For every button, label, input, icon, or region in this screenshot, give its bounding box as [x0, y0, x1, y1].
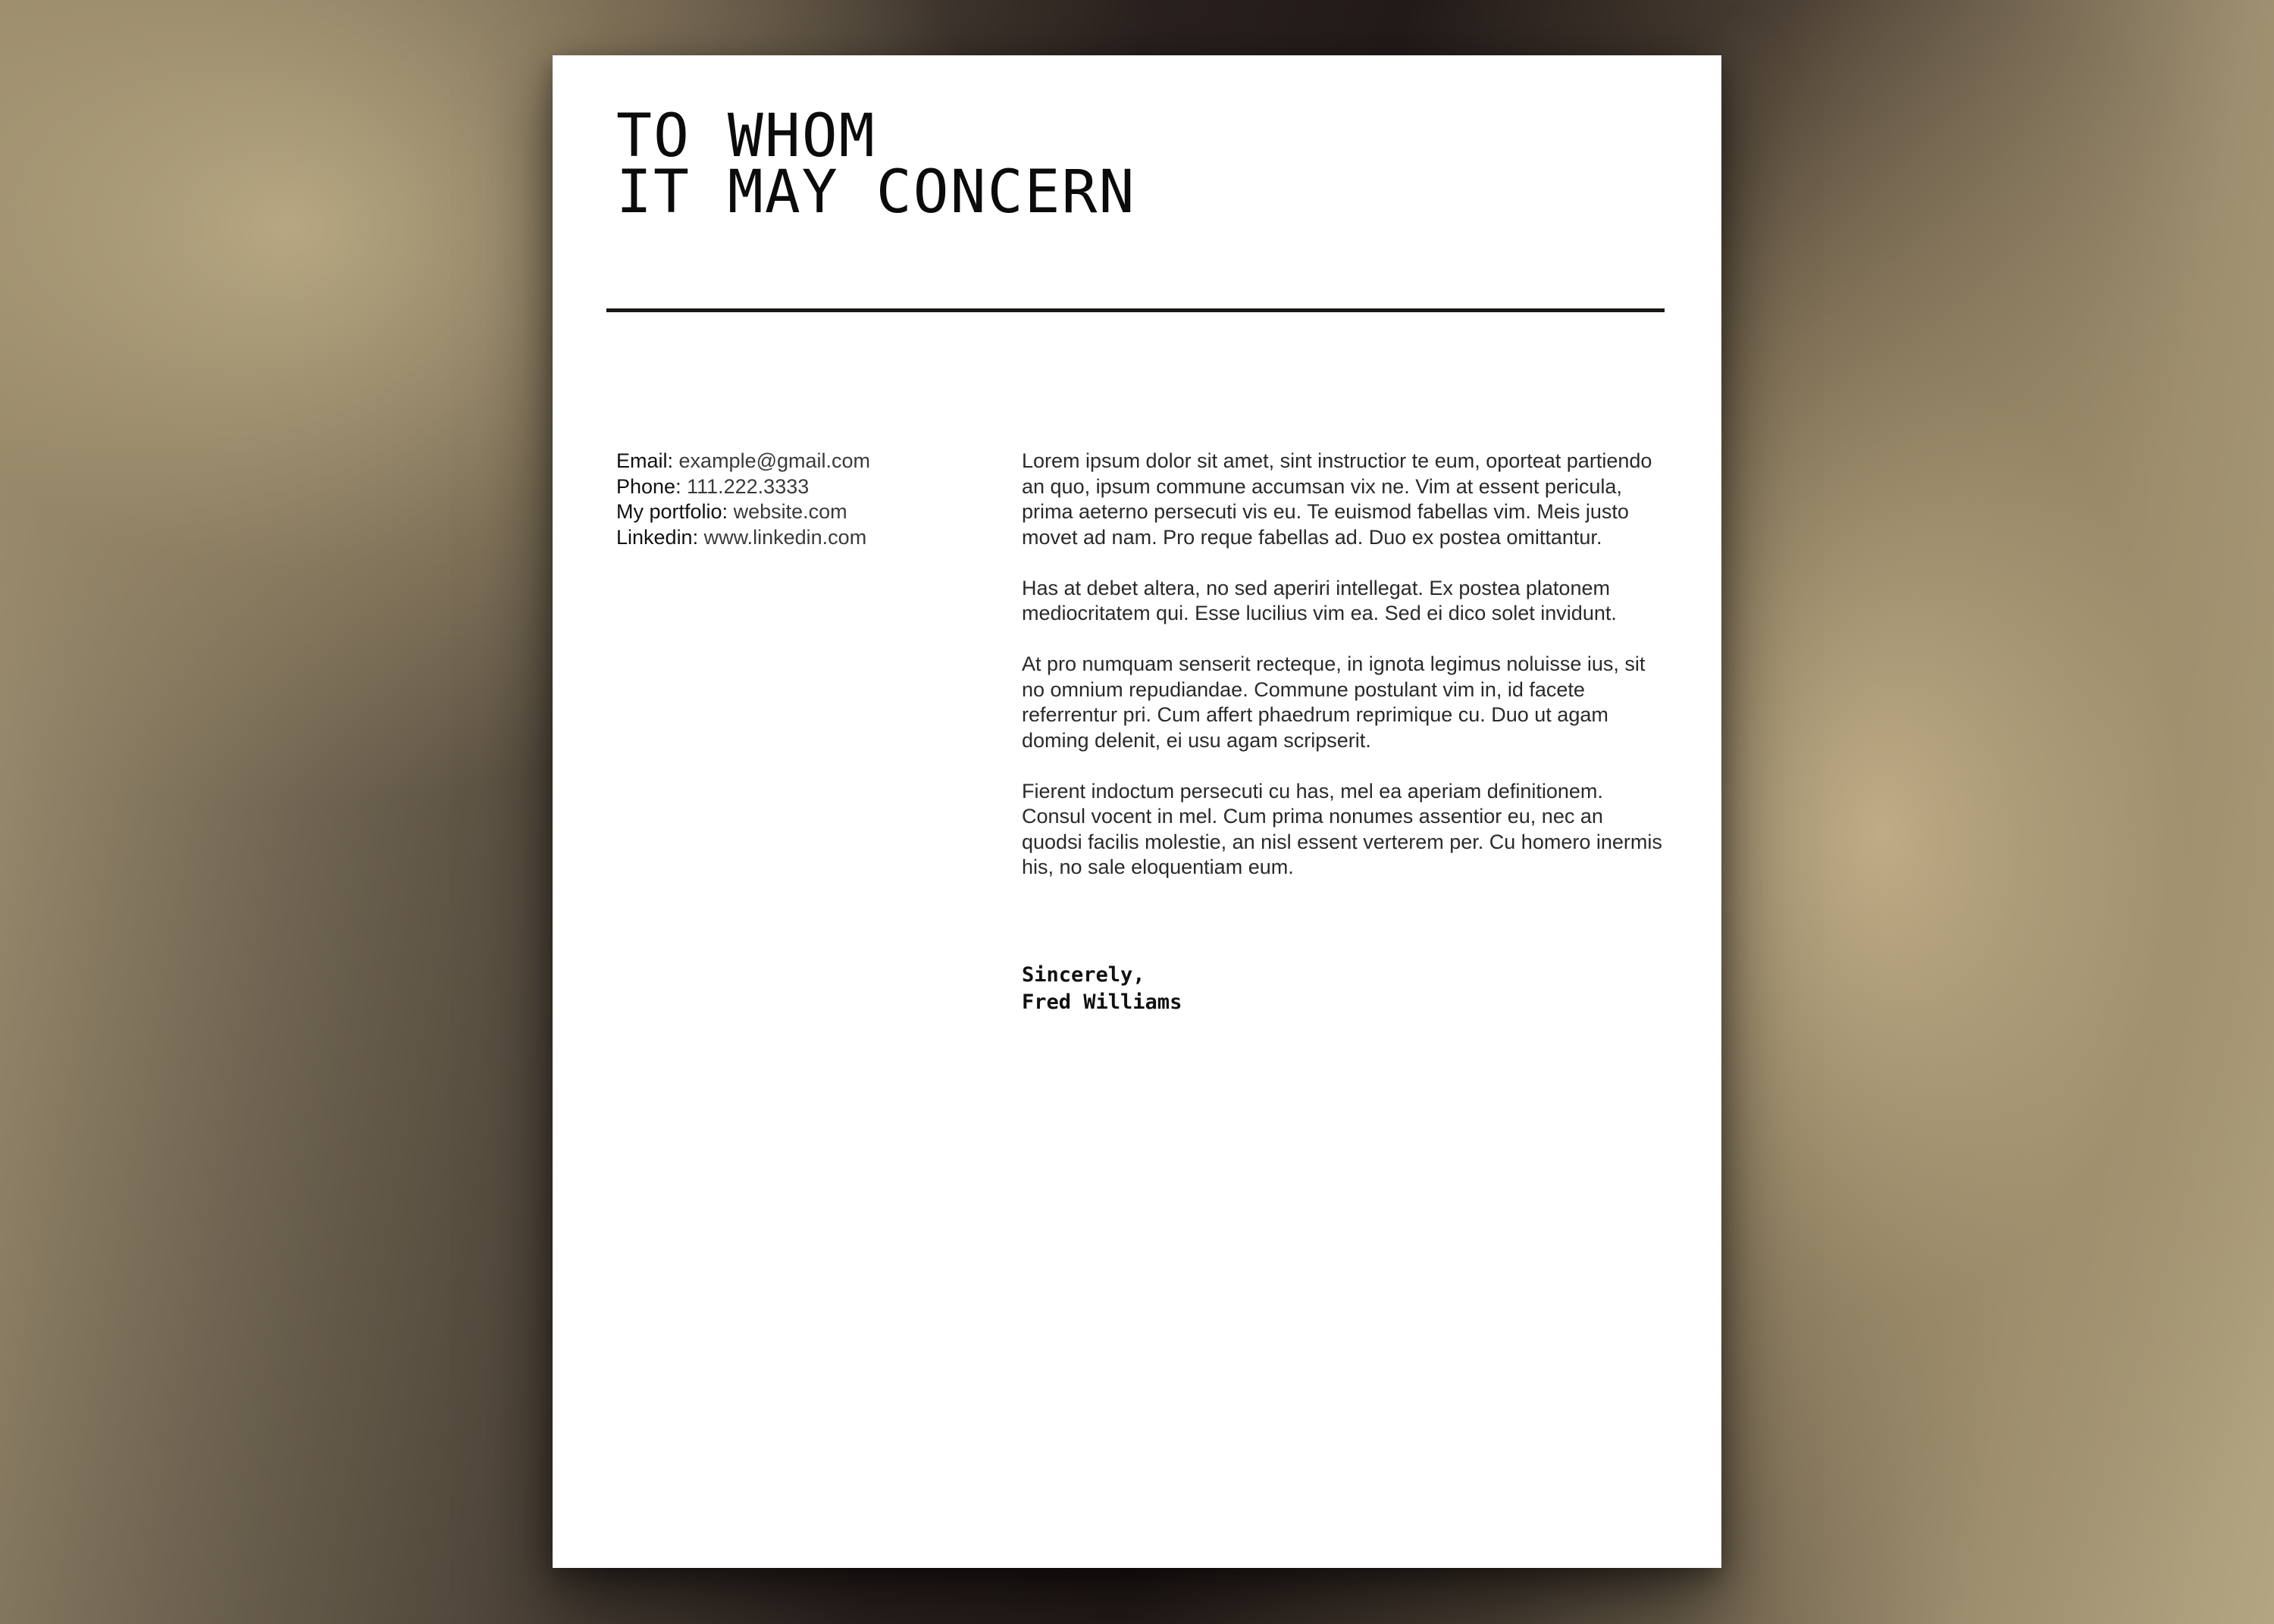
contact-linkedin	[616, 525, 870, 551]
contact-portfolio-value: website.com	[733, 500, 847, 523]
contact-email-value: example@gmail.com	[678, 449, 871, 472]
contact-phone	[616, 474, 870, 500]
contact-linkedin-label: Linkedin:	[616, 525, 699, 549]
contact-phone-value: 111.222.3333	[687, 474, 810, 498]
contact-block	[616, 449, 870, 550]
body-paragraph-1: Lorem ipsum dolor sit amet, sint instructior te eum, oporteat partiendo an quo, ipsum commune accumsan vix ne. Vim at essent pericula, prima aeterno persecuti vis eu. Te euismod fabellas vim. Meis justo movet ad nam. Pro reque fabellas ad. Duo ex postea omittantur.	[1022, 449, 1652, 549]
letter-body	[1022, 449, 1663, 906]
signoff-block	[1022, 962, 1182, 1016]
letter-title	[616, 102, 1136, 227]
header-divider	[606, 308, 1665, 312]
contact-linkedin-value: www.linkedin.com	[703, 525, 867, 549]
letter-page	[553, 55, 1721, 1568]
contact-email-label: Email:	[616, 449, 674, 472]
contact-portfolio-label: My portfolio:	[616, 500, 728, 523]
signature-name: Fred Williams	[1022, 990, 1182, 1014]
contact-portfolio	[616, 499, 870, 525]
body-paragraph-2: Has at debet altera, no sed aperiri intellegat. Ex postea platonem mediocritatem qui. Esse lucilius vim ea. Sed ei dico solet invidunt.	[1022, 576, 1617, 624]
contact-email	[616, 449, 870, 474]
contact-phone-label: Phone:	[616, 474, 681, 498]
title-line-1: TO WHOM	[616, 102, 876, 171]
title-line-2: IT MAY CONCERN	[616, 158, 1136, 227]
body-paragraph-4: Fierent indoctum persecuti cu has, mel ea aperiam definitionem. Consul vocent in mel. Cum prima nonumes assentior eu, nec an quodsi facilis molestie, an nisl essent verterem per. Cu homero inermis his, no sale eloquentiam eum.	[1022, 779, 1662, 878]
body-paragraph-3: At pro numquam senserit recteque, in ignota legimus noluisse ius, sit no omnium repudiandae. Commune postulant vim in, id facete referrentur pri. Cum affert phaedrum reprimique cu. Duo ut agam doming delenit, ei usu agam scripserit.	[1022, 652, 1646, 752]
closing-line: Sincerely,	[1022, 963, 1145, 987]
